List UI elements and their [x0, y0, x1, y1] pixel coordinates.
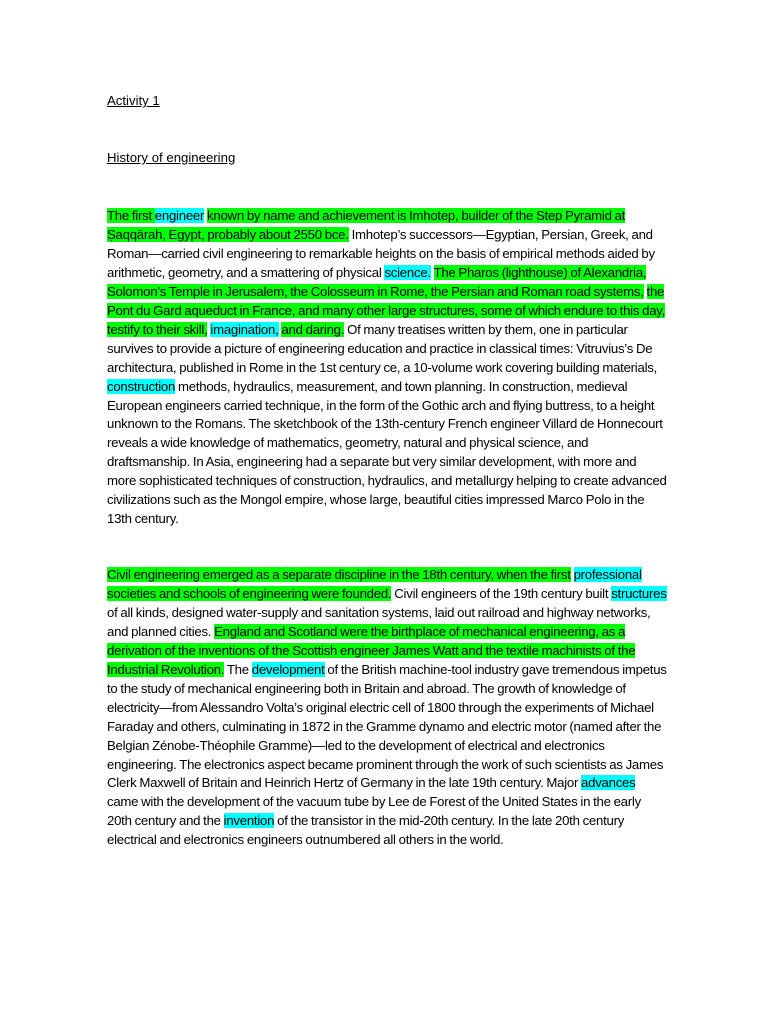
text-run: Civil engineers of the 19th century built [391, 585, 612, 601]
highlight-cyan: science. [384, 264, 431, 280]
text-run: methods, hydraulics, measurement, and town planning. In construction, medieval European engineers carried technique, in the form of the Gothic arch and flying buttress, to a height unknown to the Romans. The sketchbook of the 13th-century French engineer Villard de Honnecourt reveals a wide knowledge of mathematics, geometry, natural and physical science, and draftsmanship. In Asia, engineering had a separate but very similar development, with more and more sophisticated techniques of construction, hydraulics, and metallurgy helping to create advanced civilizations such as the Mongol empire, whose large, beautiful cities impressed Marco Polo in the 13th century. [107, 378, 667, 527]
highlight-green: the Pont du Gard aqueduct in France, and many other large structures, some of which endure to this day, testify to their skill, [107, 283, 666, 337]
text-run: of all kinds, designed water-supply and sanitation systems, laid out railroad and highway networks, and planned cities. [107, 604, 651, 639]
text-run: came with the development of the vacuum tube by Lee de Forest of the United States in the early 20th century and the [107, 794, 641, 829]
text-run: Of many treatises written by them, one in particular survives to provide a picture of engineering education and practice in classical times: Vitruvius’s De architectura, published in Rome in the 1st century ce, a 10-volume work covering building materials, [107, 321, 658, 375]
paragraph-ancient-engineering [107, 207, 667, 529]
highlight-green: England and Scotland were the birthplace of mechanical engineering, as a derivation of the inventions of the Scottish engineer James Watt and the textile machinists of the Industrial Revolution. [107, 623, 636, 677]
text-run: Imhotep’s successors—Egyptian, Persian, Greek, and Roman—carried civil engineering to remarkable heights on the basis of empirical methods aided by arithmetic, geometry, and a smattering of physical [107, 226, 655, 280]
highlight-cyan: construction [107, 378, 176, 394]
highlight-green: and daring. [281, 321, 345, 337]
text-run: The [224, 661, 252, 677]
text-run: of the British machine-tool industry gave tremendous impetus to the study of mechanical engineering both in Britain and abroad. The growth of knowledge of electricity—from Alessandro Volta’s original electric cell of 1800 through the experiments of Michael Faraday and others, culminating in 1872 in the Gramme dynamo and electric motor (named after the Belgian Zénobe-Théophile Gramme)—led to the development of electrical and electronics engineering. The electronics aspect became prominent through the work of such scientists as James Clerk Maxwell of Britain and Heinrich Hertz of Germany in the late 19th century. Major [107, 661, 667, 791]
section-title: History of engineering [107, 150, 236, 165]
highlight-green: societies and schools of engineering were founded. [107, 585, 392, 601]
activity-title: Activity 1 [107, 93, 160, 108]
highlight-green: The Pharos (lighthouse) of Alexandria, Solomon’s Temple in Jerusalem, the Colosseum in Rome, the Persian and Roman road systems, [107, 264, 647, 299]
highlight-cyan: development [251, 661, 325, 677]
highlight-cyan: invention [223, 813, 275, 829]
highlight-cyan: advances [581, 775, 636, 791]
highlight-green: Civil engineering emerged as a separate discipline in the 18th century, when the first [107, 567, 571, 582]
highlight-cyan: structures [611, 585, 667, 601]
highlight-cyan: engineer [154, 208, 205, 223]
highlight-cyan: professional [573, 567, 642, 582]
highlight-green: The first [107, 208, 155, 223]
highlight-cyan: imagination, [210, 321, 279, 337]
text-run: of the transistor in the mid-20th century. In the late 20th century electrical and electronics engineers outnumbered all others in the world. [107, 813, 625, 848]
paragraph-modern-engineering [107, 566, 667, 850]
highlight-green: known by name and achievement is Imhotep, builder of the Step Pyramid at Ṣaqqārah, Egypt, probably about 2550 bce. [107, 208, 626, 242]
